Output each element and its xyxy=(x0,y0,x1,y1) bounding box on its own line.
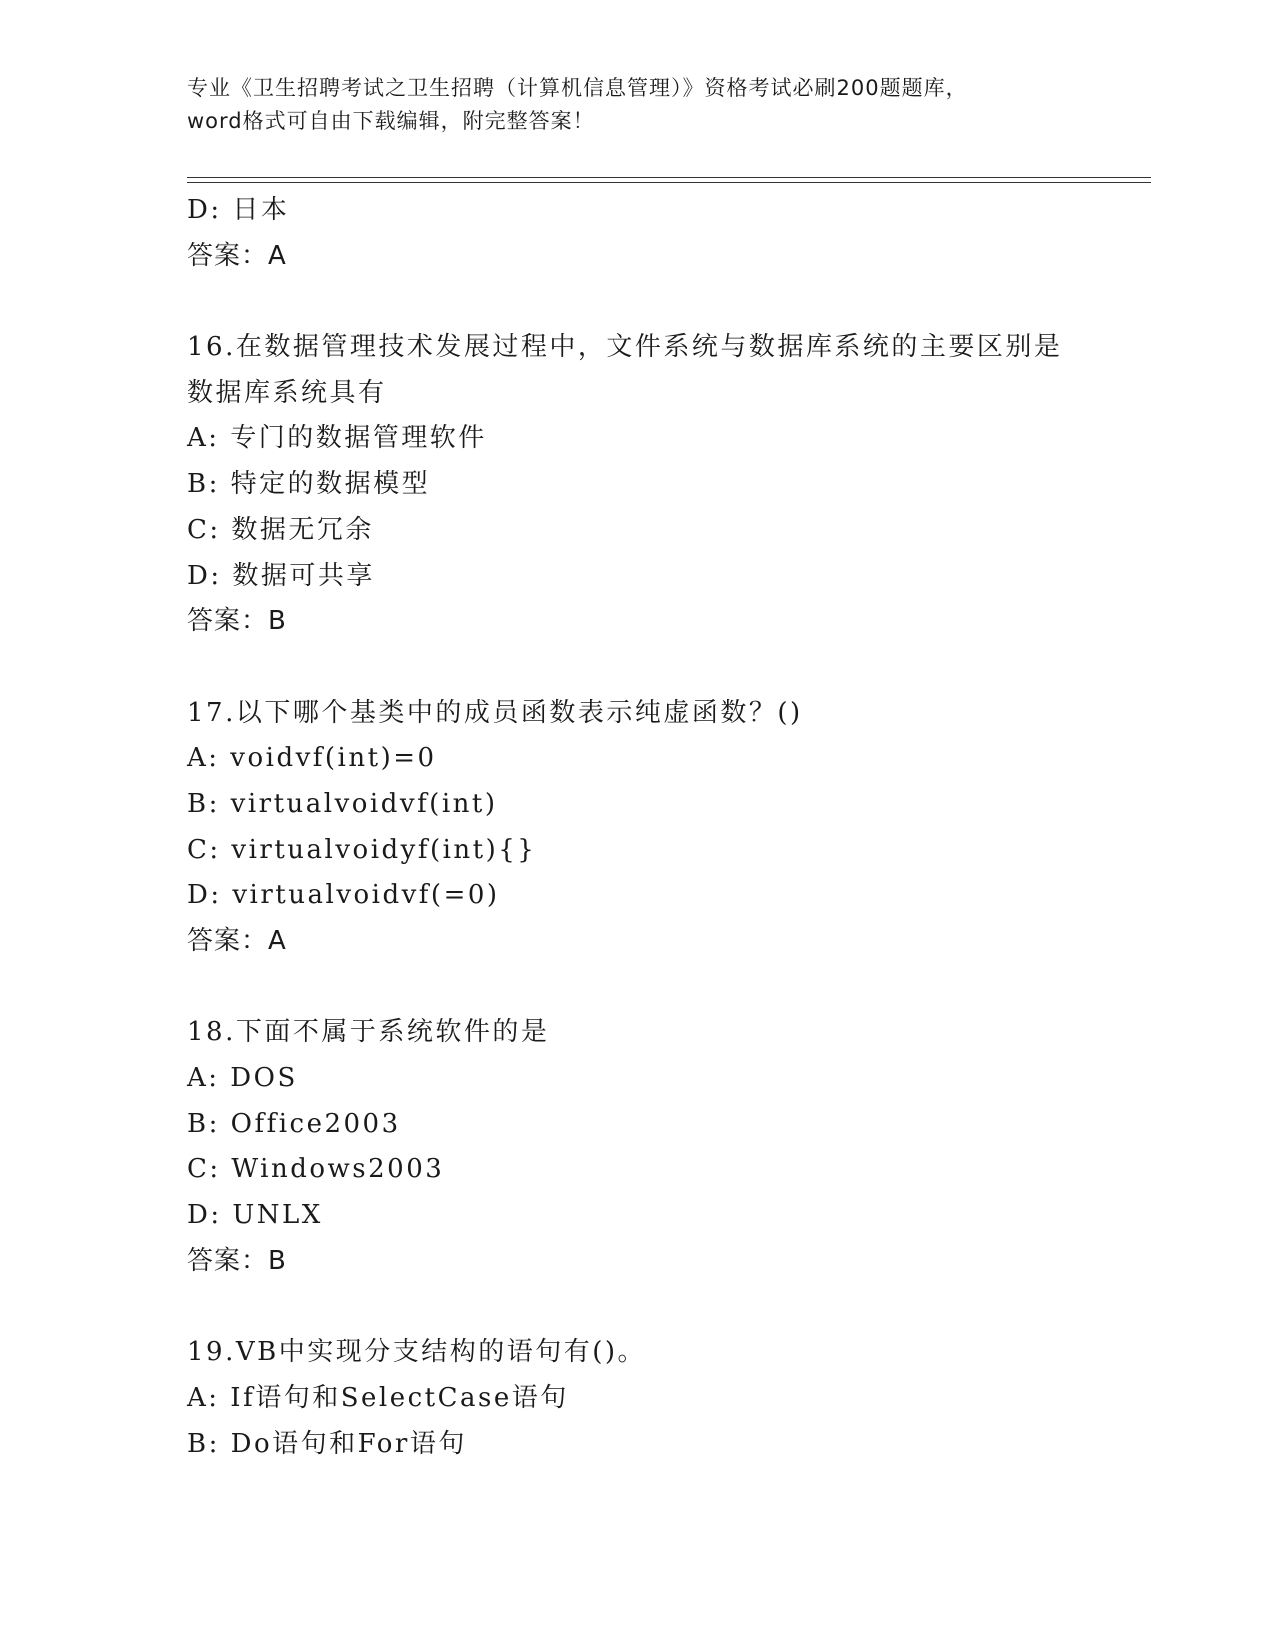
header-title-line-2: word格式可自由下载编辑，附完整答案！ xyxy=(187,109,595,133)
option-d: D: virtualvoidvf(=0) xyxy=(187,880,500,911)
document-header xyxy=(187,72,1087,138)
option-b: B: Do语句和For语句 xyxy=(187,1428,467,1459)
option-b: B: 特定的数据模型 xyxy=(187,469,431,500)
option-d: D: 数据可共享 xyxy=(187,560,375,591)
question-stem: 18.下面不属于系统软件的是 xyxy=(187,1017,550,1048)
spacer xyxy=(187,279,1147,325)
option-c: C: 数据无冗余 xyxy=(187,514,374,545)
spacer xyxy=(187,1285,1147,1331)
option-a: A: If语句和SelectCase语句 xyxy=(187,1382,569,1413)
option-a: A: voidvf(int)=0 xyxy=(187,743,437,774)
carryover-question-tail xyxy=(187,188,1147,279)
option-b: B: virtualvoidvf(int) xyxy=(187,788,498,819)
question-19 xyxy=(187,1330,1147,1467)
spacer xyxy=(187,965,1147,1011)
answer-line: 答案：A xyxy=(187,240,287,271)
option-d: D: UNLX xyxy=(187,1200,323,1231)
header-title-line-1: 专业《卫生招聘考试之卫生招聘（计算机信息管理）》资格考试必刷200题题库， xyxy=(187,76,968,100)
option-c: C: Windows2003 xyxy=(187,1154,445,1185)
question-stem-continued: 数据库系统具有 xyxy=(187,377,387,408)
question-18 xyxy=(187,1010,1147,1284)
answer-line: 答案：B xyxy=(187,1245,287,1276)
question-stem: 16.在数据管理技术发展过程中，文件系统与数据库系统的主要区别是 xyxy=(187,332,1063,363)
option-d: D: 日本 xyxy=(187,195,290,225)
header-divider-top xyxy=(187,177,1151,178)
option-a: A: DOS xyxy=(187,1063,298,1094)
answer-line: 答案：B xyxy=(187,606,287,637)
option-b: B: Office2003 xyxy=(187,1108,401,1139)
question-stem: 19.VB中实现分支结构的语句有()。 xyxy=(187,1337,647,1368)
question-stem: 17.以下哪个基类中的成员函数表示纯虚函数？() xyxy=(187,697,803,728)
option-c: C: virtualvoidyf(int){} xyxy=(187,834,537,865)
question-content xyxy=(187,188,1147,1467)
spacer xyxy=(187,645,1147,691)
question-16 xyxy=(187,325,1147,645)
question-17 xyxy=(187,691,1147,965)
option-a: A: 专门的数据管理软件 xyxy=(187,423,487,454)
header-divider-bottom xyxy=(187,182,1151,183)
answer-line: 答案：A xyxy=(187,926,287,956)
